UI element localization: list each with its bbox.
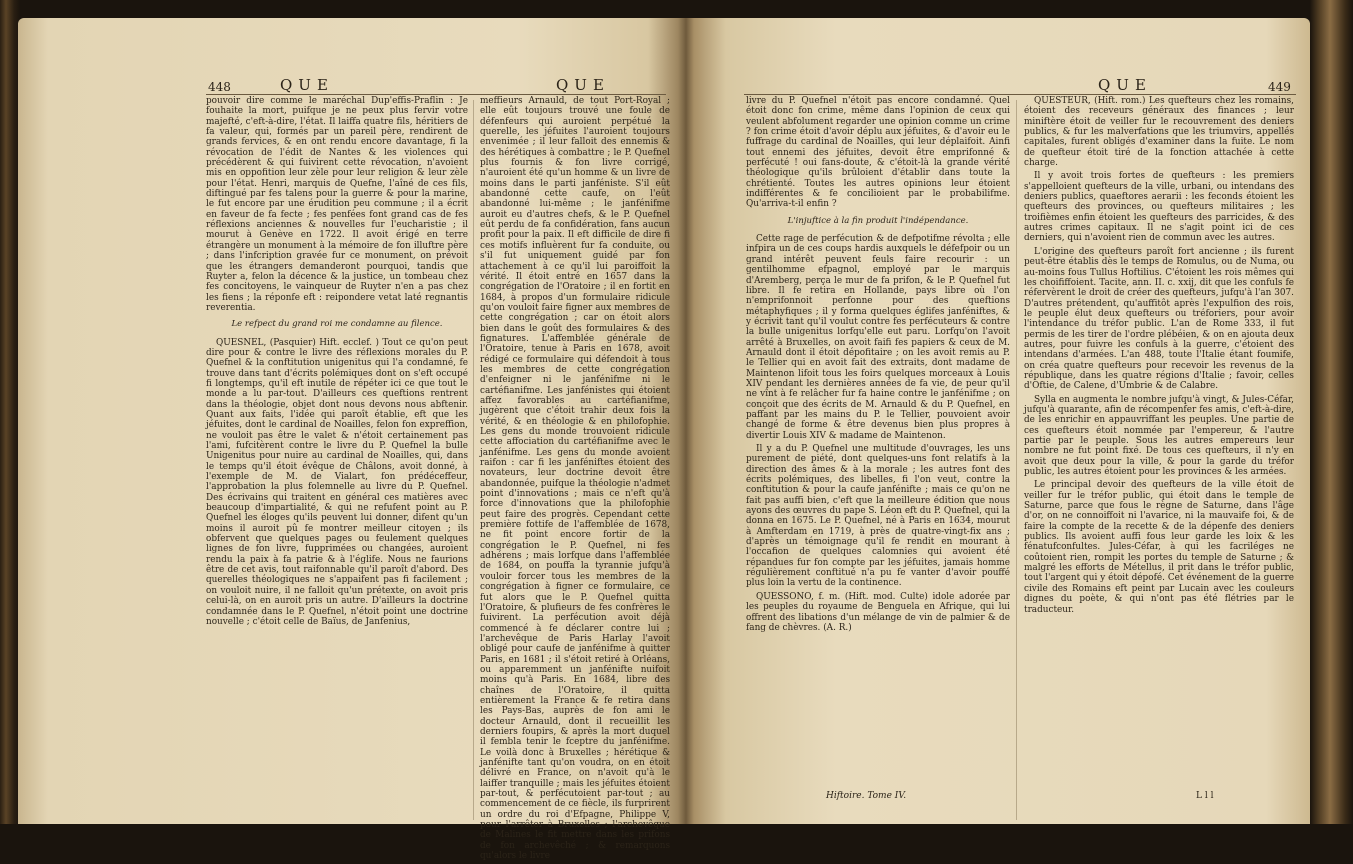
questeur-paragraph-2: Il y avoit trois fortes de quefteurs : les premiers s'appelloient quefteurs de la ville, urbani, ou intendans des deniers publics, quaeftores aerarii : les feconds étoient les quefteurs des provinces, ou quefteurs militaires ; les troifièmes enfin étoient les quefteurs des parricides, & des autres crimes capitaux. Il ne s'agit point ici de ces derniers, qui n'avoient rien de commun avec les autres.	[1024, 171, 1294, 244]
questeur-paragraph-5: Le principal devoir des quefteurs de la ville étoit de veiller fur le tréfor public, qui étoit dans le temple de Saturne, parce que fous le règne de Saturne, dans l'âge d'or, on ne connoiffoit ni l'avarice, ni la mauvaife foi, & de faire la compte de la recette & de la dépenfe des deniers publics. Ils avoient auffi fous leur garde les loix & les fénatufconfultes. Jules-Céfar, à qui les facriléges ne coûtoient rien, rompit les portes du temple de Saturne ; & malgré les efforts de Métellus, il prit dans le tréfor public, tout l'argent qui y étoit dépofé. Cet événement de la guerre civile des Romains eft peint par Lucain avec les couleurs dignes du poète, & qui n'ont pas été flétries par le traducteur.	[1024, 480, 1294, 615]
questeur-paragraph-3: L'origine des quefteurs paroît fort ancienne ; ils furent peut-être établis dès le temps de Romulus, ou de Numa, ou au-moins fous Tullus Hoftilius. C'étoient les rois mêmes qui les choififfoient. Tacite, ann. II. c. xxij, dit que les confuls fe réfervèrent le droit de créer des quefteurs, jufqu'à l'an 307. D'autres prétendent, qu'auffitôt après l'expulfion des rois, le peuple élut deux quefteurs ou tréforiers, pour avoir l'intendance du tréfor public. L'an de Rome 333, il fut permis de les tirer de l'ordre plébéien, & on en ajouta deux autres, pour fuivre les confuls à la guerre, c'étoient des intendans d'armées. L'an 488, toute l'Italie étant foumife, on créa quatre quefteurs pour recevoir les revenus de la république, dans les quatre régions d'Italie ; favoir, celles d'Oftie, de Calene, d'Umbrie & de Calabre.	[1024, 246, 1294, 392]
questeur-entry: QUESTEUR, (Hift. rom.) Les quefteurs chez les romains, étoient des receveurs généraux des finances ; leur miniftère étoit de veiller fur le recouvrement des deniers publics, & fur les malverfations que les triumvirs, appellés capitales, furent obligés d'examiner dans la fuite. Le nom de quefteur étoit tiré de la fonction attachée à cette charge.	[1024, 96, 1294, 169]
right-column-2	[1024, 96, 1294, 618]
right-col1-entry-1: Cette rage de perfécution & de defpotifme révolta ; elle infpira un de ces coups hardis auxquels le défefpoir ou un grand intérêt peuvent feuls faire recourir : un gentilhomme efpagnol, employé par le marquis d'Aremberg, perça le mur de fa prifon, & le P. Quefnel fut libre. Il fe retira en Hollande, pays libre où l'on n'emprifonnoit perfonne pour des queftions métaphyfiques ; il y forma quelques églifes janféniftes, & y écrivit tant qu'il voulut contre fes perfécuteurs & contre la bulle unigenitus lorfqu'elle eut paru. Lorfqu'on l'avoit arrêté à Bruxelles, on avoit faifi fes papiers & ceux de M. Arnauld dont il étoit dépofitaire ; on les avoit remis au P. le Tellier qui en avoit fait des extraits, dont madame de Maintenon lifoit tous les foirs quelques morceaux à Louis XIV pendant les dernières années de fa vie, de peur qu'il ne vînt à fe relâcher fur fa haine contre le janfénifme ; on conçoit que des écrits de M. Arnauld & du P. Quefnel, en paffant par les mains du P. le Tellier, pouvoient avoir changé de forme & être devenus bien plus propres à divertir Louis XIV & madame de Maintenon.	[746, 234, 1010, 441]
right-header-rule	[744, 94, 1296, 95]
left-running-head: QUE	[280, 76, 334, 94]
left-col1-paragraph: pouvoir dire comme le maréchal Dup'effis-Praflin : Je fouhaite la mort, puifque je ne peux plus fervir votre majefté, c'eft-à-dire, l'état. Il laiffa quatre fils, héritiers de fa valeur, qui, formés par un pareil père, rendirent de grands fervices, & en ont rendu encore davantage, fi la révocation de l'édit de Nantes & les violences qui précédèrent & qui fuivirent cette révocation, n'avoient mis en oppofition leur zèle pour leur religion & leur zèle pour l'état. Henri, marquis de Quefne, l'aîné de ces fils, diftingué par fes talens pour la guerre & pour la marine, le fut encore par une érudition peu commune ; il a écrit en faveur de fa fecte ; fes penfées font grand cas de fes réflexions anciennes & nouvelles fur l'eucharistie ; il mourut à Genève en 1722. Il avoit érigé en terre étrangère un monument à la mémoire de fon illuftre père ; dans l'infcription gravée fur ce monument, on prévoit que les étrangers demanderont pourquoi, tandis que Ruyter a, felon la décence & la justice, un tombeau chez fes concitoyens, le vainqueur de Ruyter n'en a pas chez les fiens ; la réponfe eft : reipondere vetat laté regnantis reverentia.	[206, 96, 468, 313]
right-page	[686, 18, 1310, 824]
right-column-divider	[1016, 100, 1017, 820]
left-column-2	[480, 96, 670, 864]
right-page-number: 449	[1268, 80, 1291, 94]
right-col1-paragraph: livre du P. Quefnel n'étoit pas encore condamné. Quel étoit donc fon crime, même dans l'opinion de ceux qui veulent abfolument regarder une opinion comme un crime ? fon crime étoit d'avoir déplu aux jéfuites, & d'avoir eu le fuffrage du cardinal de Noailles, qui leur déplaifoit. Ainfi tout ennemi des jéfuites, devoit être emprifonné & perfécuté ! oui fans-doute, & c'étoit-là la grande vérité théologique qu'ils brûloient d'établir dans toute la chrétienté. Toutes les autres opinions leur étoient indifférentes & fe concilioient par le probabilifme. Qu'arriva-t-il enfin ?	[746, 96, 1010, 210]
left-page-number: 448	[208, 80, 231, 94]
left-page	[18, 18, 686, 862]
left-running-head-col2: QUE	[556, 76, 610, 94]
right-running-head: QUE	[1098, 76, 1152, 94]
left-col2-paragraph: meffieurs Arnauld, de tout Port-Royal ; elle eût toujours trouvé une foule de défenfeurs qui auroient perpétué la querelle, les jéfuites l'auroient toujours envenimée ; il leur falloit des ennemis & des hérétiques à combattre ; le P. Quefnel plus fournis & fon livre corrigé, n'auroient été qu'un homme & un livre de moins dans le parti janféniste. S'il eût abandonné cette caufe, on l'eût abandonné lui-même ; le janfénifme auroit eu d'autres chefs, & le P. Quefnel eût perdu de fa confidération, fans aucun profit pour la paix. Il eft difficile de dire fi ces motifs influèrent fur fa conduite, ou s'il fut uniquement guidé par fon attachement à ce qu'il lui paroiffoit la vérité. Il étoit entré en 1657 dans la congrégation de l'Oratoire ; il en fortit en 1684, à propos d'un formulaire ridicule qu'on vouloit faire figner aux membres de cette congrégation ; car on étoit alors bien dans le goût des formulaires & des fignatures. L'affemblée générale de l'Oratoire, tenue à Paris en 1678, avoit rédigé ce formulaire qui défendoit à tous les membres de cette congrégation d'enfeigner ni le janfénifme ni le cartéfianifme. Les janfénistes qui étoient affez favorables au cartéfianifme, jugèrent que c'étoit trahir deux fois la vérité, & en théologie & en philofophie. Les gens du monde trouvoient ridicule cette affociation du cartéfianifme avec le janfénifme. Les gens du monde avoient raifon : car fi les janféniftes étoient des novateurs, leur doctrine devoit être abandonnée, puifque la théologie n'admet point d'innovations ; mais ce n'eft qu'à force d'innovations que la philofophie peut faire des progrès. Cependant cette première fottife de l'affemblée de 1678, ne fit point encore fortir de la congrégation le P. Quefnel, ni fes adhérens ; mais lorfque dans l'affemblée de 1684, on pouffa la tyrannie jufqu'à vouloir forcer tous les membres de la congrégation à figner ce formulaire, ce fut alors que le P. Quefnel quitta l'Oratoire, & plufieurs de fes confrères le fuivirent. La perfécution avoit déjà commencé à fe déclarer contre lui ; l'archevêque de Paris Harlay l'avoit obligé pour caufe de janfénifme à quitter Paris, en 1681 ; il s'étoit retiré à Orléans, ou apparemment un janfénifte nuifoit moins qu'à Paris. En 1684, libre des chaînes de l'Oratoire, il quitta entièrement la France & fe retira dans les Pays-Bas, auprès de fon ami le docteur Arnauld, dont il recueillit les derniers foupirs, & après la mort duquel il fembla tenir le fceptre du janfénifme. Le voilà donc à Bruxelles ; hérétique & janfénifte tant qu'on voudra, on en étoit délivré en France, on n'avoit qu'à le laiffer tranquille ; mais les jéfuites étoient par-tout, & perfécutoient par-tout ; au commencement de ce fiècle, ils furprirent un ordre du roi d'Efpagne, Philippe V, pour l'arrêter à Bruxelles ; l'archevêque de Malines le fit mettre dans les prifons de fon archevêché ; & remarquons qu'alors le livre	[480, 96, 670, 862]
left-header-rule	[206, 94, 666, 95]
right-col1-caption: L'injuftice à la fin produit l'indépendance.	[787, 215, 969, 226]
right-col2-signature: L l l	[1196, 791, 1214, 801]
right-col1-entry-2: Il y a du P. Quefnel une multitude d'ouvrages, les uns purement de piété, dont quelques-uns font relatifs à la direction des âmes & à la morale ; les autres font des écrits polémiques, des libelles, fi l'on veut, contre la conftitution & pour la caufe janfénifte ; mais ce qu'on ne fait pas auffi bien, c'eft que la meilleure édition que nous ayons des œuvres du pape S. Léon eft du P. Quefnel, qui la donna en 1675. Le P. Quefnel, né à Paris en 1634, mourut à Amfterdam en 1719, à près de quatre-vingt-fix ans ; d'après un témoignage qu'il fe rendit en mourant à l'occafion de quelques calomnies qui avoient été répandues fur fon compte par les jéfuites, jamais homme régulièrement conftitué n'a pu fe vanter d'avoir pouffé plus loin la vertu de la continence.	[746, 444, 1010, 589]
left-column-1	[206, 96, 468, 630]
left-column-divider	[473, 100, 474, 820]
left-book-edge	[0, 14, 18, 824]
right-col1-footer: Hiftoire. Tome IV.	[826, 791, 907, 801]
quessono-entry: QUESSONO, f. m. (Hift. mod. Culte) idole adorée par les peuples du royaume de Benguela en Afrique, qui lui offrent des libations d'un mélange de vin de palmier & de fang de chèvres. (A. R.)	[746, 591, 1010, 633]
questeur-paragraph-4: Sylla en augmenta le nombre jufqu'à vingt, & Jules-Céfar, jufqu'à quarante, afin de récompenfer fes amis, c'eft-à-dire, de les enrichir en appauvriffant les peuples. Une partie de ces quefteurs étoit nommée par l'empereur, & l'autre partie par le peuple. Sous les autres empereurs leur nombre ne fut point fixé. De tous ces quefteurs, il n'y en avoit que deux pour la ville, & pour la garde du tréfor public, les autres étoient pour les provinces & les armées.	[1024, 394, 1294, 478]
quesnel-entry: QUESNEL, (Pasquier) Hift. ecclef. ) Tout ce qu'on peut dire pour & contre le livre des réflexions morales du P. Quefnel & la conftitution unigenitus qui l'a condamné, fe trouve dans tant d'écrits polémiques dont on s'eft occupé fi longtemps, qu'il eft inutile de répéter ici ce que tout le monde a lu par-tout. D'ailleurs ces queftions rentrent dans la théologie, objet dont nous devons nous abftenir. Quant aux faits, l'idée qui paroît établie, eft que les jéfuites, dont le cardinal de Noailles, felon fon expreffion, ne vouloit pas être le valet & n'étoit certainement pas l'ami, fufcitèrent contre le livre du P. Quefnel la bulle Unigenitus pour nuire au cardinal de Noailles, qui, dans le temps qu'il étoit évêque de Châlons, avoit donné, à l'exemple de M. de Vialart, fon prédéceffeur, l'approbation la plus folemnelle au livre du P. Quefnel. Des écrivains qui traitent en général ces matières avec beaucoup d'impartialité, & qui ne refufent point au P. Quefnel les éloges qu'ils peuvent lui donner, difent qu'un moins il auroit pû fe montrer meilleur citoyen ; ils obfervent que quelques pages ou feulement quelques lignes de fon livre, fupprimées ou changées, auroient rendu la paix à fa patrie & à l'églife. Nous ne faurions être de cet avis, tout raifonnable qu'il paroît d'abord. Des querelles théologiques ne s'appaifent pas fi facilement ; on vouloit nuire, il ne falloit qu'un prétexte, on avoit pris celui-là, on en auroit pris un autre. D'ailleurs la doctrine condamnée dans le P. Quefnel, n'étoit point une doctrine nouvelle ; c'étoit celle de Baïus, de Janfenius,	[206, 337, 468, 627]
left-col1-caption: Le refpect du grand roi me condamne au filence.	[231, 319, 443, 330]
right-book-edge	[1310, 14, 1353, 824]
right-column-1	[746, 96, 1010, 636]
